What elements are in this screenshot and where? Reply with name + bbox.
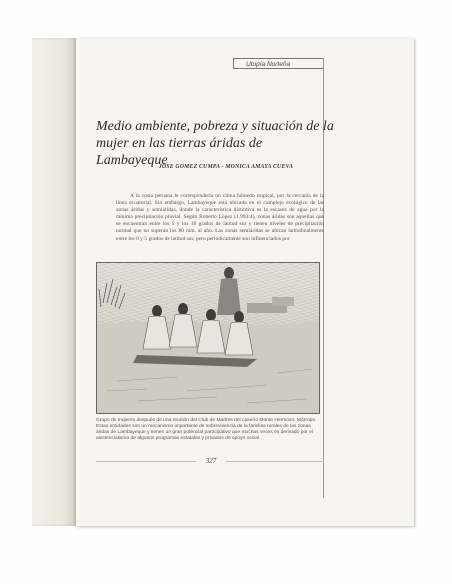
distant-roof xyxy=(272,297,294,306)
figure-head xyxy=(224,267,234,279)
article-body: A la costa peruana le correspondería un clima húmedo tropical, por la cercanía de la línea ecuatorial. Sin embargo, Lambayeque está ubicada en el complejo ecológico de las zonas áridas y semiáridas, donde la característica distintiva es la escasez de agua por la mínima precipitación pluvial. Según Roberto López (1.993:4), zonas áridas son aquellas que se encuentran entre los 5 y los 18 grados de latitud sur y tienen niveles de precipitación normal que no superan los 80 mm. al año. Las zonas semiáridas se ubican latitudinalmente entre los 0 y 5 grados de latitud sur, pero periódicamente son influenciados por xyxy=(116,193,324,242)
photo-illustration xyxy=(97,263,319,413)
page-number: 327 xyxy=(196,457,226,465)
figure-body xyxy=(217,278,241,315)
photo-caption: Grupo de mujeres después de una reunión del Club de Madres del caserío Monte Hermoso, Mórrope. Estas entidades son un mecanismo importante de sobrevivencia de la familias rurales de las zonas áridas de Lambayeque y tienen un gran potencial participativo que muchas veces es derivado por el asistencialismo de algunos programas estatales y privados de apoyo social. xyxy=(96,418,317,441)
section-tag: Utopía Norteña xyxy=(233,58,323,69)
article-authors: JOSE GOMEZ CUMPA - MONICA AMAYA CUEVA xyxy=(158,164,294,170)
left-page-edge xyxy=(32,38,76,526)
photo-women-group xyxy=(96,262,320,414)
article-title: Medio ambiente, pobreza y situación de la mujer en las tierras áridas de Lambayeque xyxy=(96,119,334,168)
plants-left xyxy=(99,279,125,309)
